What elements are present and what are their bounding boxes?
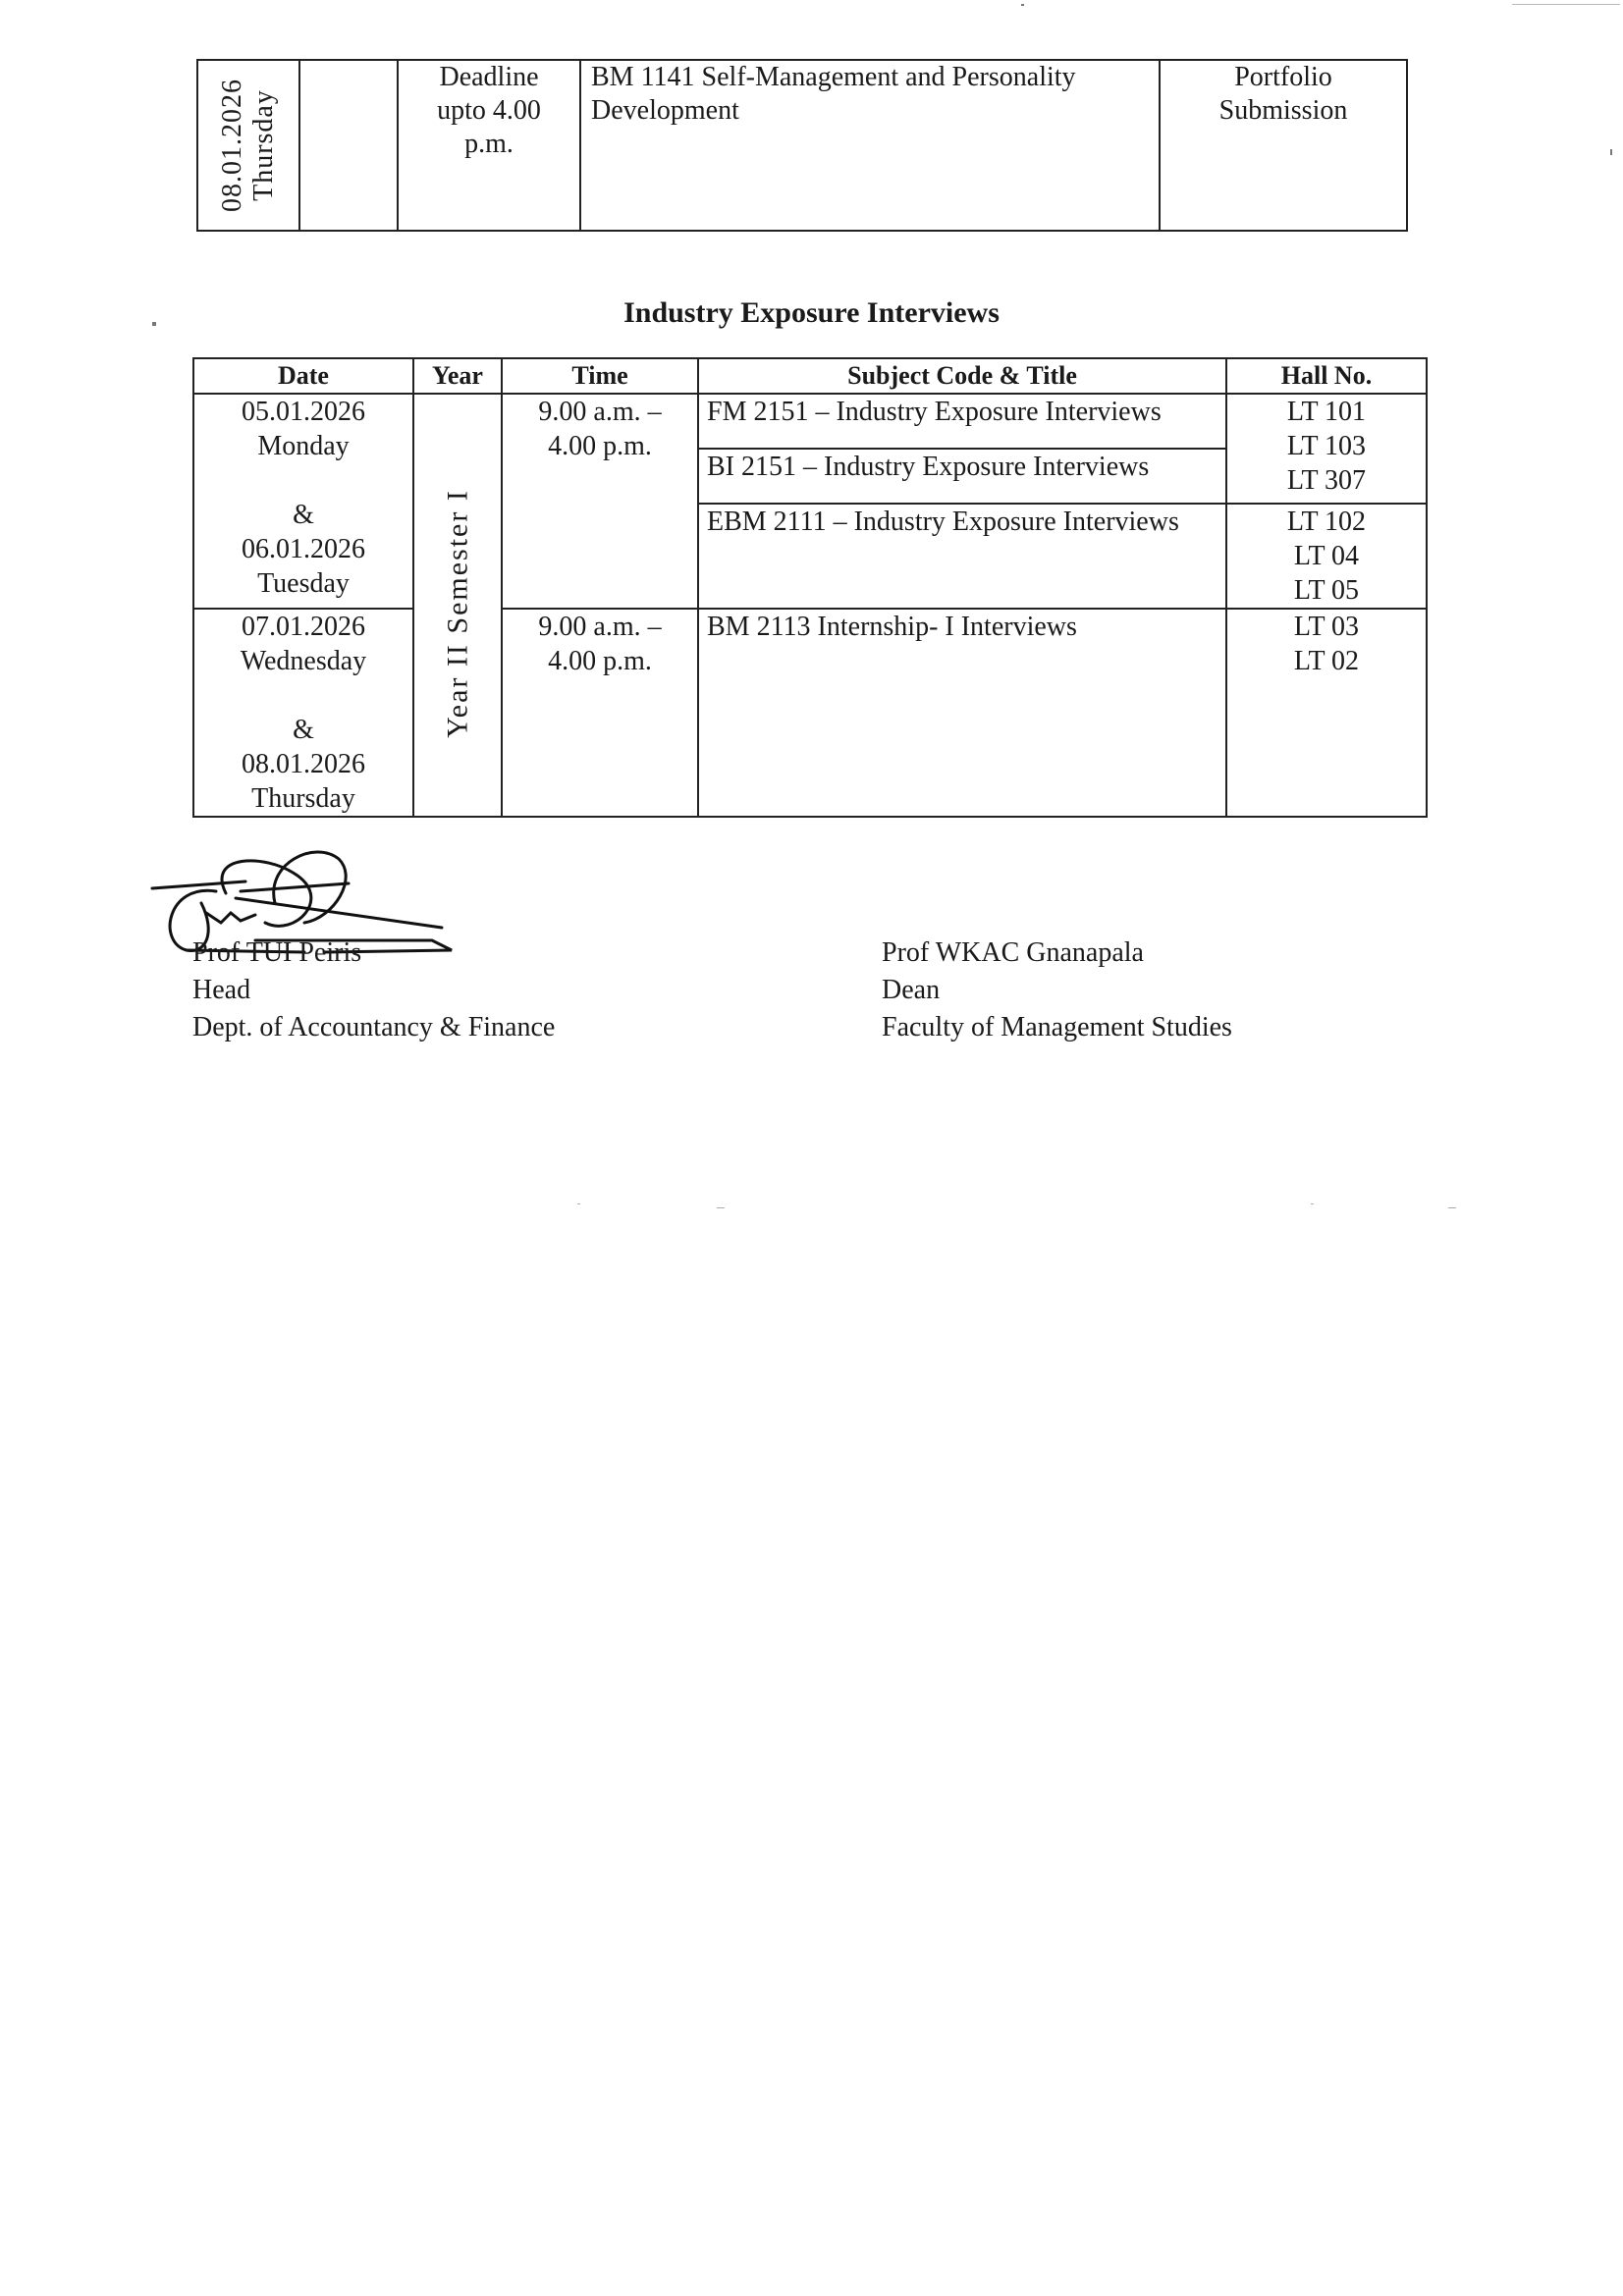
time-cell: [502, 609, 698, 817]
date-line: 05.01.2026: [242, 397, 365, 427]
date-cell: [197, 60, 299, 231]
date-line: 07.01.2026: [242, 612, 365, 642]
hall-cell: [1226, 394, 1427, 504]
scan-speck: [1021, 4, 1024, 6]
hall-line: LT 02: [1293, 646, 1360, 676]
subject-cell: FM 2151 – Industry Exposure Interviews: [698, 394, 1226, 449]
scan-speck: [717, 1207, 725, 1208]
hall-line: LT 101: [1286, 397, 1367, 427]
timetable-fragment: [196, 59, 1408, 232]
date-line: Monday: [257, 431, 350, 461]
date-line: 06.01.2026: [242, 534, 365, 564]
table-header-row: [193, 358, 1427, 394]
time-cell: [398, 60, 580, 231]
signatory-title: Head: [192, 975, 251, 1005]
subject-cell: BM 2113 Internship- I Interviews: [698, 609, 1226, 817]
date-text: 08.01.2026: [217, 79, 247, 212]
date-line: &: [293, 500, 314, 530]
date-cell: [193, 609, 413, 817]
section-title: Industry Exposure Interviews: [623, 296, 1000, 329]
hall-line: LT 03: [1293, 612, 1360, 642]
scan-speck: [152, 322, 156, 326]
time-line: p.m.: [464, 129, 514, 159]
time-line: 9.00 a.m. –: [538, 612, 662, 642]
header-hall: Hall No.: [1226, 358, 1427, 394]
table-row: [193, 609, 1427, 817]
hall-line: LT 307: [1286, 465, 1367, 496]
year-label: Year II Semester I: [441, 489, 474, 738]
time-line: 4.00 p.m.: [548, 431, 652, 461]
subject-cell: BI 2151 – Industry Exposure Interviews: [698, 449, 1226, 504]
signatory-dept: Dept. of Accountancy & Finance: [192, 1012, 556, 1042]
year-cell: [413, 394, 502, 817]
date-line: &: [293, 715, 314, 745]
table-row: [193, 394, 1427, 449]
year-cell: [299, 60, 398, 231]
time-line: upto 4.00: [437, 95, 541, 126]
date-cell: [193, 394, 413, 609]
time-line: 9.00 a.m. –: [538, 397, 662, 427]
hall-cell: [1226, 609, 1427, 817]
scan-line: [1512, 4, 1620, 5]
spacer: [202, 463, 405, 498]
subject-cell: BM 1141 Self-Management and Personality Development: [580, 60, 1160, 231]
hall-line: Portfolio: [1234, 62, 1332, 92]
signatory-name: Prof TUI Peiris: [192, 937, 362, 968]
hall-cell: [1160, 60, 1407, 231]
header-date: Date: [193, 358, 413, 394]
spacer: [202, 678, 405, 713]
signatory-right: [882, 934, 1232, 1046]
hall-line: LT 103: [1286, 431, 1367, 461]
time-line: 4.00 p.m.: [548, 646, 652, 676]
header-subject: Subject Code & Title: [698, 358, 1226, 394]
signatory-dept: Faculty of Management Studies: [882, 1012, 1232, 1042]
hall-cell: [1226, 504, 1427, 609]
time-line: Deadline: [439, 62, 539, 92]
date-line: Wednesday: [240, 646, 367, 676]
scan-speck: [577, 1203, 580, 1204]
day-text: Thursday: [248, 89, 279, 201]
hall-line: LT 05: [1293, 575, 1360, 606]
time-cell: [502, 394, 698, 609]
header-year: Year: [413, 358, 502, 394]
signatory-left: [192, 934, 555, 1046]
scan-speck: [1448, 1207, 1456, 1208]
date-line: 08.01.2026: [242, 749, 365, 779]
signatory-name: Prof WKAC Gnanapala: [882, 937, 1144, 968]
subject-cell: EBM 2111 – Industry Exposure Interviews: [698, 504, 1226, 609]
date-line: Tuesday: [257, 568, 350, 599]
date-line: Thursday: [251, 783, 355, 814]
interviews-table: [192, 357, 1428, 818]
hall-line: Submission: [1218, 95, 1348, 126]
hall-line: LT 102: [1286, 507, 1367, 537]
scan-speck: [1311, 1203, 1314, 1204]
signatory-title: Dean: [882, 975, 941, 1005]
table-row: [197, 60, 1407, 231]
hall-line: LT 04: [1293, 541, 1360, 571]
header-time: Time: [502, 358, 698, 394]
scan-speck: [1610, 149, 1612, 155]
